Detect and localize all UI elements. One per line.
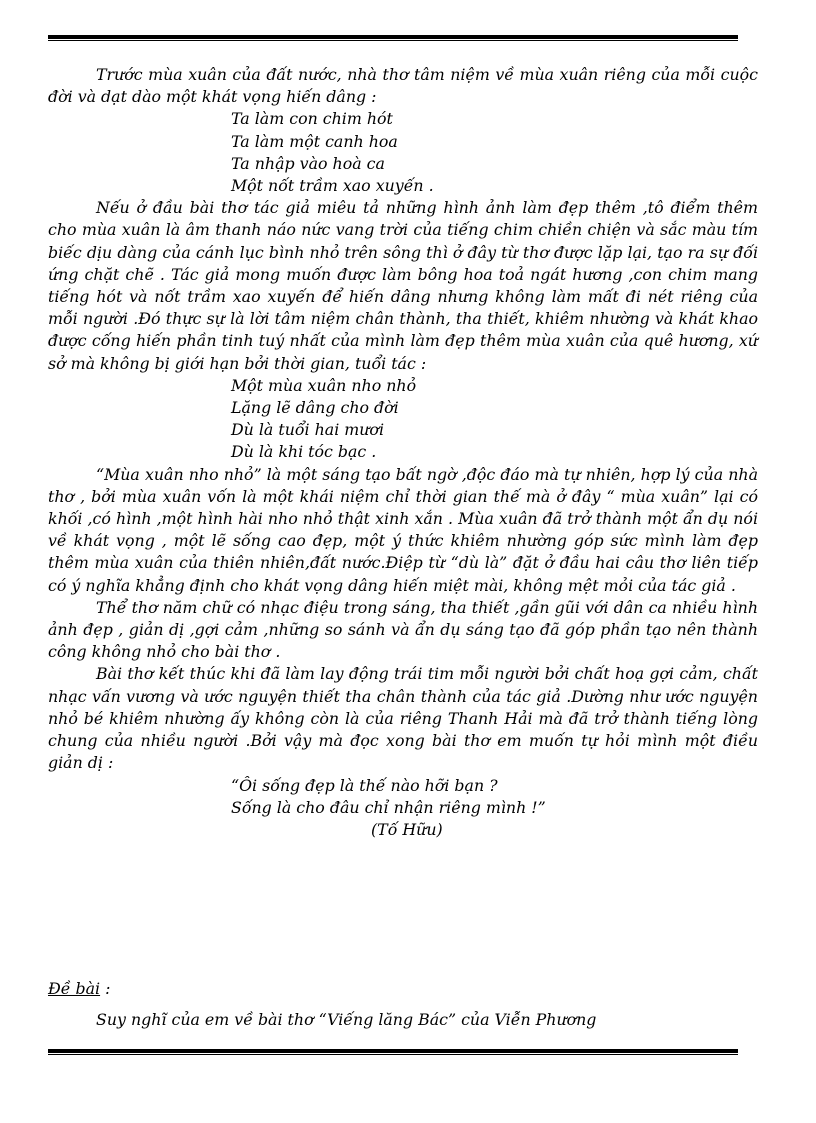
paragraph-conclusion: Bài thơ kết thúc khi đã làm lay động trái tim mỗi người bởi chất hoạ gợi cảm, chất nhạc vấn vương và ước nguyện thiết tha chân thành của tác giả .Dường như ước nguyện nhỏ bé khiêm nhường ấy không còn là của riêng Thanh Hải mà đã trở thành tiếng lòng chung của nhiều người .Bởi vậy mà đọc xong bài thơ em muốn tự hỏi mình một điều giản dị : [48, 664, 758, 773]
verse-line: Ta làm con chim hót [231, 109, 393, 129]
assignment-colon: : [100, 979, 111, 998]
paragraph-metaphor: “Mùa xuân nho nhỏ” là một sáng tạo bất ngờ ,độc đáo mà tự nhiên, hợp lý của nhà thơ , bởi mùa xuân vốn là một khái niệm chỉ thời gian thế mà ở đây “ mùa xuân” lại có khối ,có hình ,một hình hài nho nhỏ thật xinh xắn . Mùa xuân đã trở thành một ẩn dụ nói về khát vọng , một lẽ sống cao đẹp, một ý thức khiêm nhường góp sức mình làm đẹp thêm mùa xuân của thiên nhiên,đất nước.Điệp từ “dù là” đặt ở đầu hai câu thơ liên tiếp có ý nghĩa khẳng định cho khát vọng dâng hiến miệt mài, không mệt mỏi của tác giả . [48, 464, 758, 595]
assignment-heading [48, 978, 758, 1000]
verse-line: Ta làm một canh hoa [231, 131, 398, 151]
assignment-section [48, 978, 758, 1031]
verse-line: Ta nhập vào hoà ca [231, 153, 385, 173]
paragraph-form: Thể thơ năm chữ có nhạc điệu trong sáng, tha thiết ,gần gũi với dân ca nhiều hình ảnh đẹp , giản dị ,gợi cảm ,những so sánh và ẩn dụ sáng tạo đã góp phần tạo nên thành công không nhỏ cho bài thơ . [48, 597, 758, 662]
verse-line: Dù là tuổi hai mươi [231, 420, 384, 440]
essay-body [48, 64, 758, 841]
verse-line: Lặng lẽ dâng cho đời [231, 398, 399, 418]
quote-line: “Ôi sống đẹp là thế nào hỡi bạn ? [231, 775, 498, 795]
verse-line: Một nốt trầm xao xuyến . [231, 176, 434, 196]
bottom-rule [48, 1049, 738, 1056]
top-rule [48, 35, 738, 42]
paragraph-intro: Trước mùa xuân của đất nước, nhà thơ tâm niệm về mùa xuân riêng của mỗi cuộc đời và dạt dào một khát vọng hiến dâng : [48, 65, 758, 107]
verse-line: Một mùa xuân nho nhỏ [231, 375, 417, 395]
assignment-topic: Suy nghĩ của em về bài thơ “Viếng lăng Bác” của Viễn Phương [96, 1010, 597, 1029]
verse-line: Dù là khi tóc bạc . [231, 442, 377, 462]
quote-attribution: (Tố Hữu) [371, 819, 443, 839]
paragraph-analysis: Nếu ở đầu bài thơ tác giả miêu tả những hình ảnh làm đẹp thêm ,tô điểm thêm cho mùa xuân là âm thanh náo nức vang trời của tiếng chim chiền chiện và sắc màu tím biếc dịu dàng của cánh lục bình nhỏ trên sông thì ở đây từ thơ được lặp lại, tạo ra sự đối ứng chặt chẽ . Tác giả mong muốn được làm bông hoa toả ngát hương ,con chim mang tiếng hót và nốt trầm xao xuyến để hiến dâng nhưng không làm mất đi nét riêng của mỗi người .Đó thực sự là lời tâm niệm chân thành, tha thiết, khiêm nhường và khát khao được cống hiến phần tinh tuý nhất của mình làm đẹp thêm mùa xuân của quê hương, xứ sở mà không bị giới hạn bởi thời gian, tuổi tác : [48, 198, 758, 373]
assignment-label: Đề bài [48, 979, 101, 998]
quote-line: Sống là cho đâu chỉ nhận riêng mình !” [231, 797, 546, 817]
